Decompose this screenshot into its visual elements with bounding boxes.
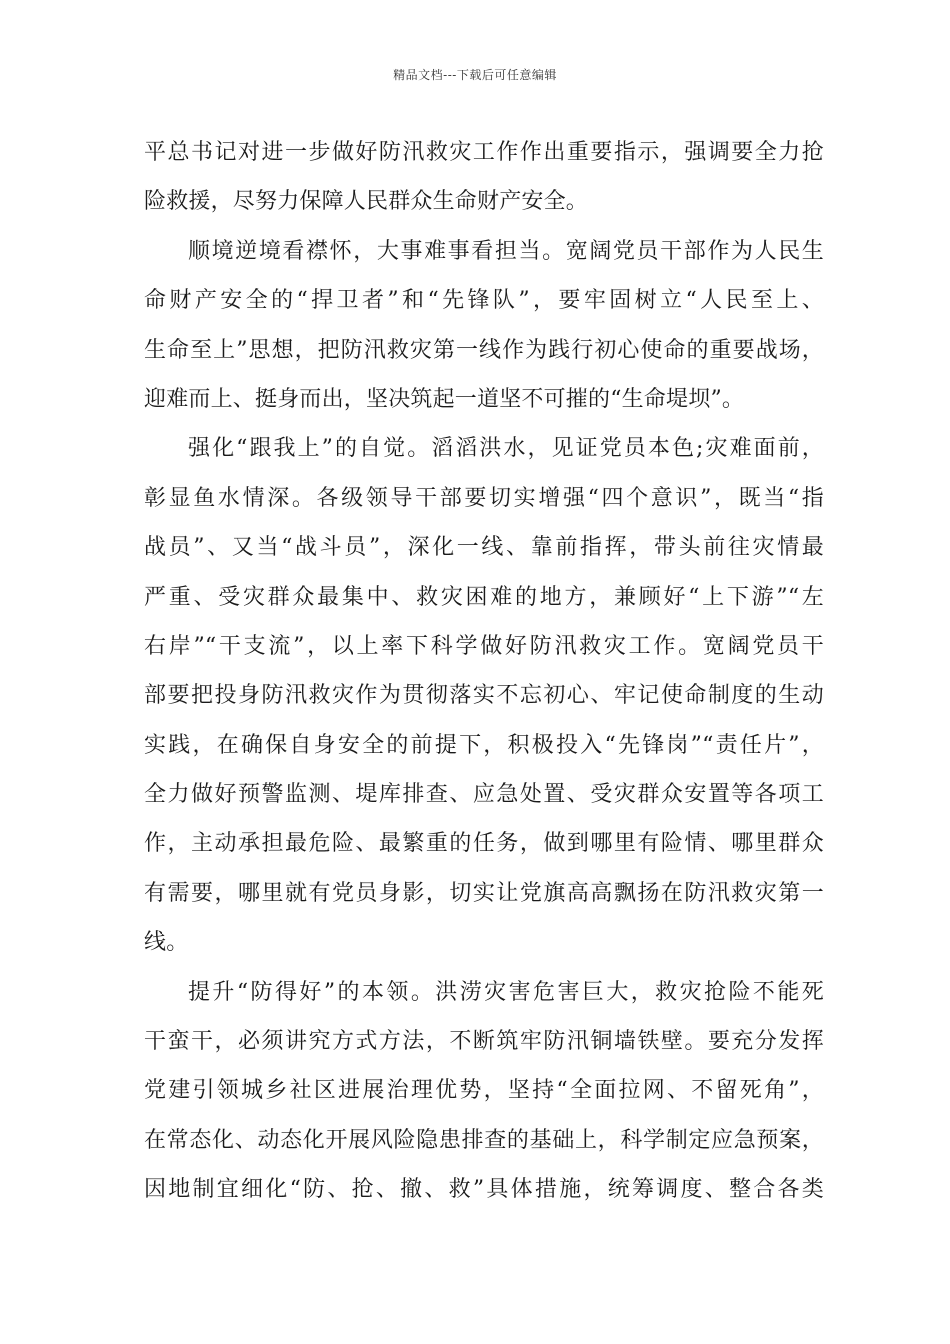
text-line: 生命至上”思想，把防汛救灾第一线作为践行初心使命的重要战场， [144, 337, 824, 363]
paragraph-follow-me [144, 424, 824, 967]
text-line: 有需要，哪里就有党员身影，切实让党旗高高飘扬在防汛救灾第一 [144, 880, 824, 906]
text-line: 战员”、又当“战斗员”，深化一线、靠前指挥，带头前往灾情最 [144, 535, 824, 561]
text-line: 干蛮干，必须讲究方式方法，不断筑牢防汛铜墙铁壁。要充分发挥 [144, 1029, 824, 1055]
document-body [144, 128, 824, 1215]
text-line: 提升“防得好”的本领。洪涝灾害危害巨大，救灾抢险不能死 [188, 979, 824, 1005]
paragraph-prevention [144, 968, 824, 1215]
text-line: 党建引领城乡社区进展治理优势，坚持“全面拉网、不留死角”， [144, 1078, 824, 1104]
text-line: 在常态化、动态化开展风险隐患排查的基础上，科学制定应急预案， [144, 1127, 824, 1153]
text-line: 顺境逆境看襟怀，大事难事看担当。宽阔党员干部作为人民生 [188, 238, 824, 264]
text-line: 实践，在确保自身安全的前提下，积极投入“先锋岗”“责任片”， [144, 732, 824, 758]
text-line: 右岸”“干支流”，以上率下科学做好防汛救灾工作。宽阔党员干 [144, 633, 824, 659]
text-line: 因地制宜细化“防、抢、撤、救”具体措施，统筹调度、整合各类 [144, 1177, 824, 1203]
text-line: 迎难而上、挺身而出，坚决筑起一道坚不可摧的“生命堤坝”。 [144, 386, 745, 412]
text-line: 平总书记对进一步做好防汛救灾工作作出重要指示，强调要全力抢 [144, 140, 824, 165]
paragraph-continuation [144, 128, 824, 227]
text-line: 部要把投身防汛救灾作为贯彻落实不忘初心、牢记使命制度的生动 [144, 683, 824, 709]
text-line: 严重、受灾群众最集中、救灾困难的地方，兼顾好“上下游”“左 [144, 584, 824, 610]
text-line: 险救援，尽努力保障人民群众生命财产安全。 [144, 189, 589, 215]
text-line: 彰显鱼水情深。各级领导干部要切实增强“四个意识”，既当“指 [144, 485, 824, 511]
text-line: 作，主动承担最危险、最繁重的任务，做到哪里有险情、哪里群众 [144, 831, 824, 857]
text-line: 命财产安全的“捍卫者”和“先锋队”，要牢固树立“人民至上、 [144, 288, 824, 314]
text-line: 全力做好预警监测、堤库排查、应急处置、受灾群众安置等各项工 [144, 782, 824, 808]
paragraph-responsibility [144, 227, 824, 425]
page-header: 精品文档---下载后可任意编辑 [393, 68, 557, 82]
text-line: 强化“跟我上”的自觉。滔滔洪水，见证党员本色;灾难面前， [188, 436, 824, 462]
text-line: 线。 [144, 930, 189, 956]
